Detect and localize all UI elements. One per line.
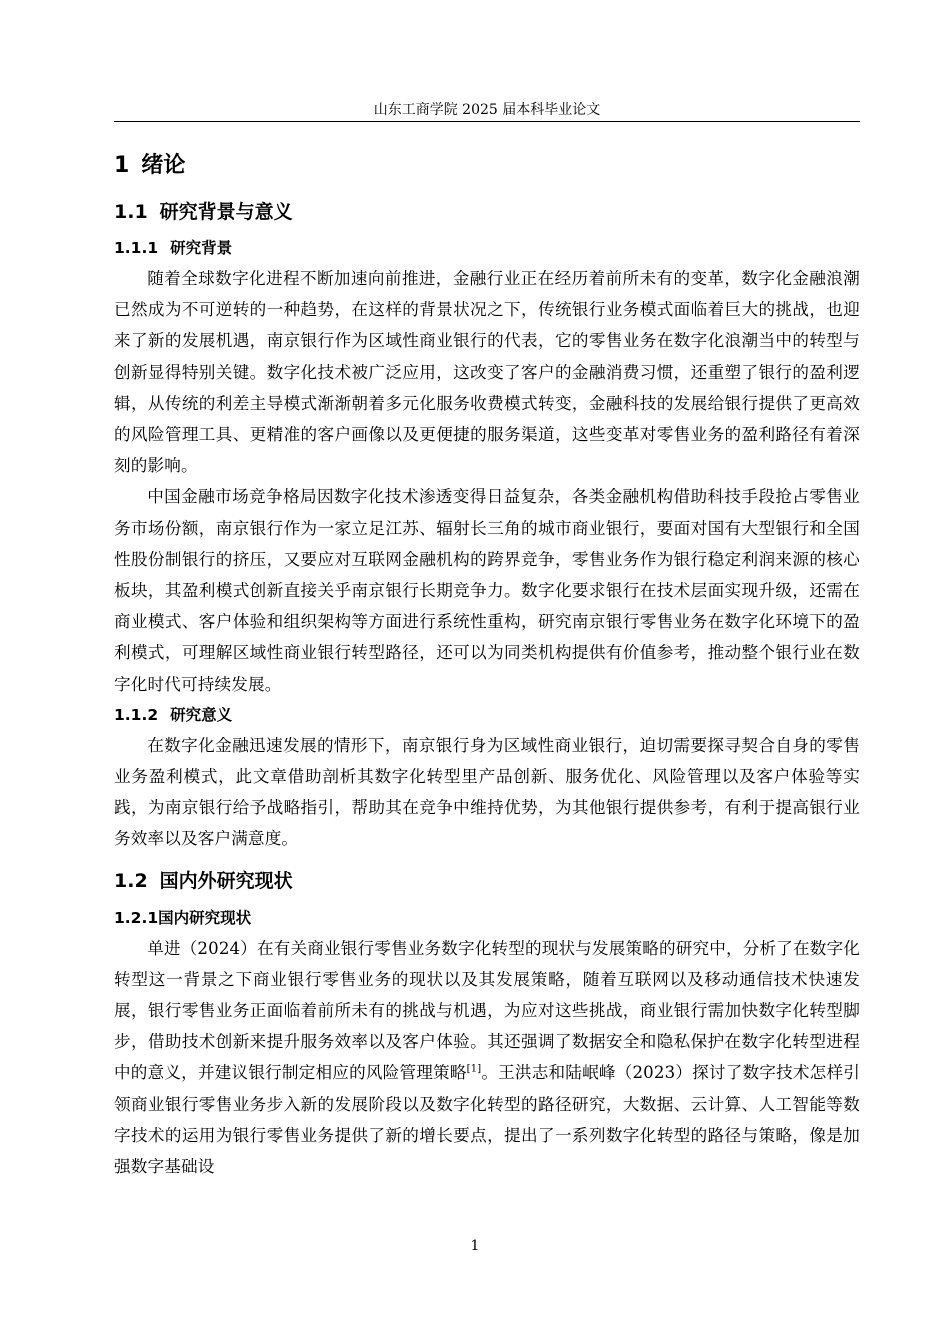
section-heading-1-2 [114, 855, 860, 901]
paragraph: 在数字化金融迅速发展的情形下，南京银行身为区域性商业银行，迫切需要探寻契合自身的零售业务盈利模式，此文章借助剖析其数字化转型里产品创新、服务优化、风险管理以及客户体验等实践，为南京银行给予战略指引，帮助其在竞争中维持优势，为其他银行提供参考，有利于提高银行业务效率以及客户满意度。 [114, 735, 860, 849]
section-heading-1-1 [114, 190, 860, 230]
page-number: 1 [470, 1238, 480, 1254]
paragraph [114, 933, 860, 1183]
section-number: 1.1 [114, 201, 148, 223]
subsection-title: 研究意义 [170, 705, 233, 724]
paragraph: 中国金融市场竞争格局因数字化技术渗透变得日益复杂，各类金融机构借助科技手段抢占零售业务市场份额，南京银行作为一家立足江苏、辐射长三角的城市商业银行，要面对国有大型银行和全国性股份制银行的挤压，又要应对互联网金融机构的跨界竞争，零售业务作为银行稳定利润来源的核心板块，其盈利模式创新直接关乎南京银行长期竞争力。数字化要求银行在技术层面实现升级，还需在商业模式、客户体验和组织架构等方面进行系统性重构，研究南京银行零售业务在数字化环境下的盈利模式，可理解区域性商业银行转型路径，还可以为同类机构提供有价值参考，推动整个银行业在数字化时代可持续发展。 [114, 487, 860, 694]
section-number: 1.2 [114, 869, 148, 892]
page-body [114, 150, 860, 1182]
header-rule [114, 121, 860, 122]
subsection-number: 1.1.2 [114, 705, 159, 724]
subsection-title: 研究背景 [170, 239, 233, 257]
paragraph-text: 单进（2024）在有关商业银行零售业务数字化转型的现状与发展策略的研究中，分析了在数字化转型这一背景之下商业银行零售业务的现状以及其发展策略，随着互联网以及移动通信技术快速发展，银行零售业务正面临着前所未有的挑战与机遇，为应对这些挑战，商业银行需加快数字化转型脚步，借助技术创新来提升服务效率以及客户体验。其还强调了数据安全和隐私保护在数字化转型进程中的意义，并建议银行制定相应的风险管理策略 [114, 938, 860, 1083]
subsection-heading-1-1-2 [114, 700, 860, 730]
section-title: 研究背景与意义 [159, 201, 293, 223]
paragraph: 随着全球数字化进程不断加速向前推进，金融行业正在经历着前所未有的变革，数字化金融浪潮已然成为不可逆转的一种趋势，在这样的背景状况之下，传统银行业务模式面临着巨大的挑战，也迎来了新的发展机遇，南京银行作为区域性商业银行的代表，它的零售业务在数字化浪潮当中的转型与创新显得特别关键。数字化技术被广泛应用，这改变了客户的金融消费习惯，还重塑了银行的盈利逻辑，从传统的利差主导模式渐渐朝着多元化服务收费模式转变，金融科技的发展给银行提供了更高效的风险管理工具、更精准的客户画像以及更便捷的服务渠道，这些变革对零售业务的盈利路径有着深刻的影响。 [114, 269, 860, 476]
subsection-title: 国内研究现状 [158, 908, 252, 927]
chapter-heading [114, 150, 860, 190]
section-title: 国内外研究现状 [159, 869, 293, 892]
chapter-title: 绪论 [141, 153, 186, 178]
subsection-number: 1.2.1 [114, 908, 159, 927]
page-header: 山东工商学院 2025 届本科毕业论文 [373, 102, 601, 118]
chapter-number: 1 [114, 153, 130, 178]
subsection-heading-1-1-1 [114, 233, 860, 263]
subsection-number: 1.1.1 [114, 239, 159, 257]
paragraph-text: 。王洪志和陆岷峰（2023）探讨了数字技术怎样引领商业银行零售业务步入新的发展阶段以及数字化转型的路径研究，大数据、云计算、人工智能等数字技术的运用为银行零售业务提供了新的增长要点，提出了一系列数字化转型的路径与策略，像是加强数字基础设 [114, 1063, 860, 1177]
subsection-heading-1-2-1 [114, 903, 860, 933]
citation-marker[interactable]: [1] [466, 1063, 482, 1075]
